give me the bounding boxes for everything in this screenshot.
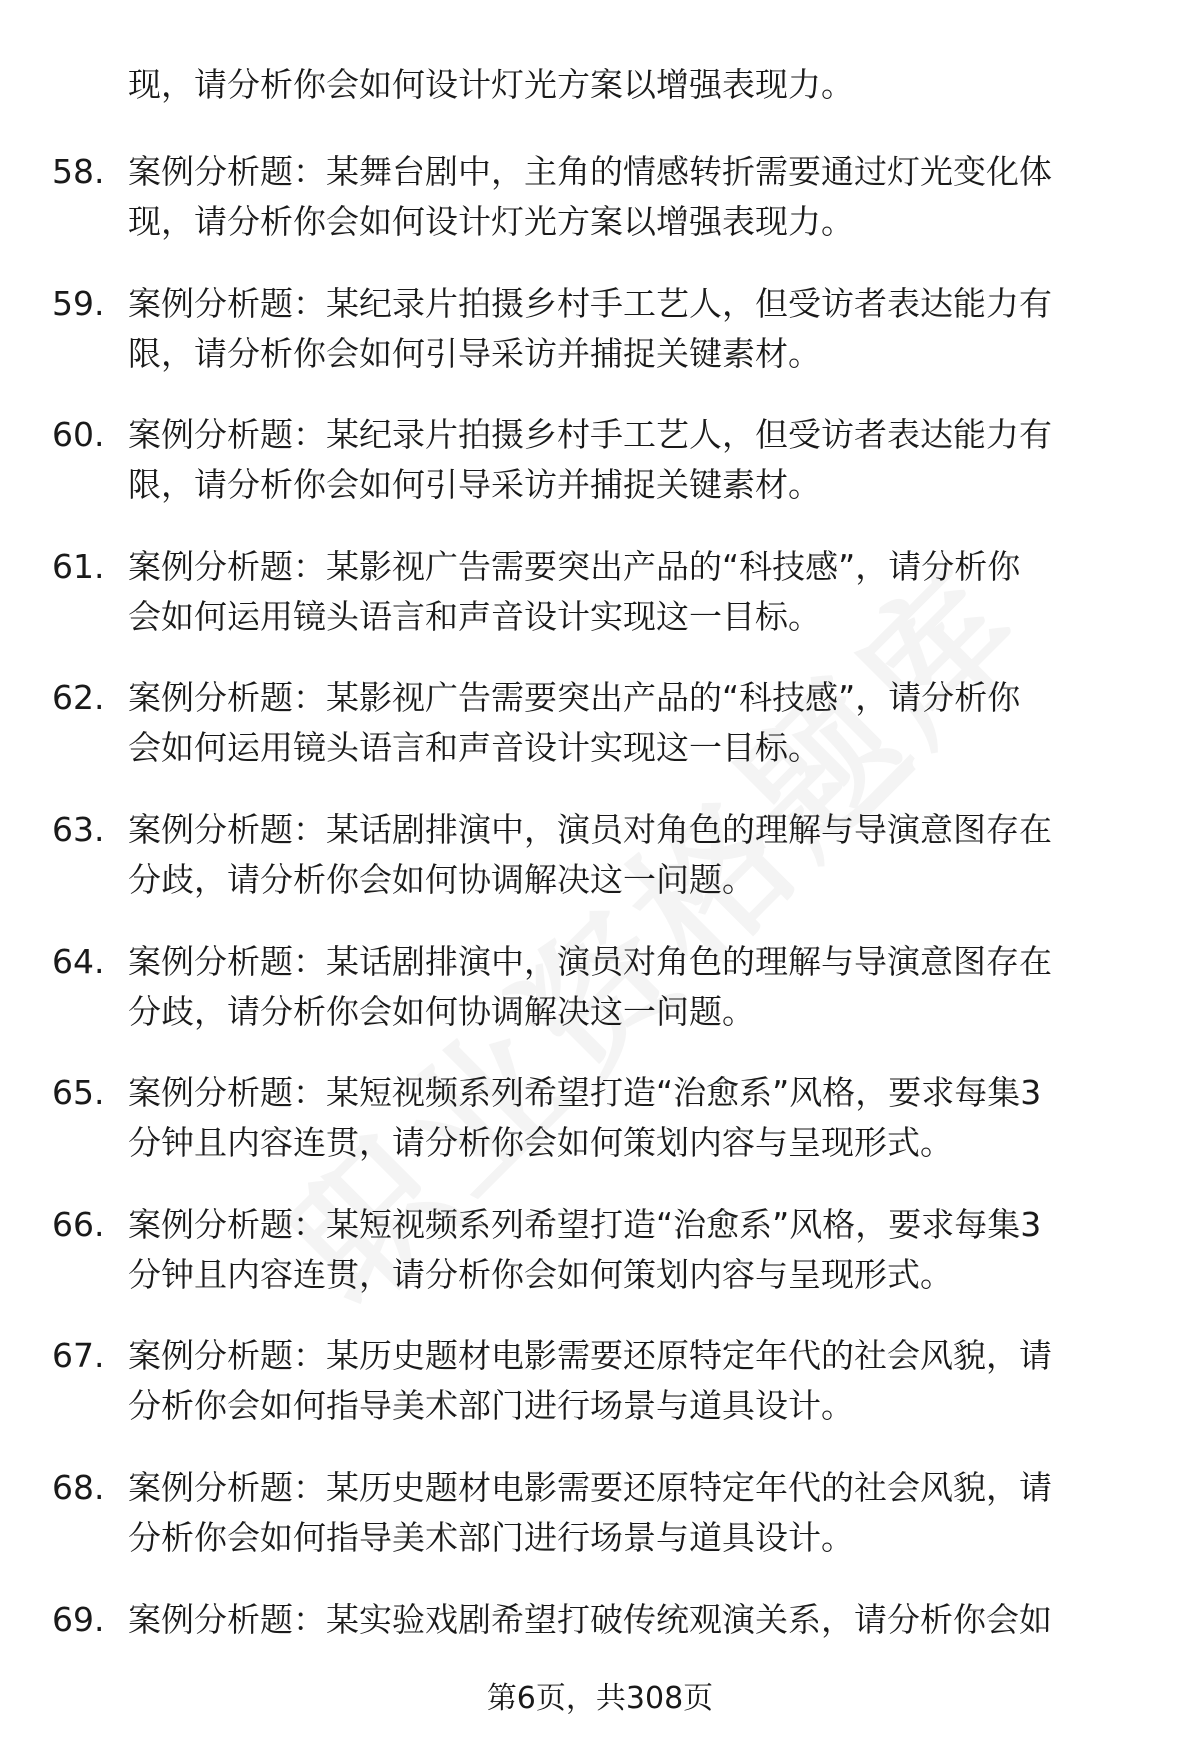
question-text-line: 案例分析题：某影视广告需要突出产品的“科技感”，请分析你 xyxy=(128,546,1021,586)
question-item xyxy=(0,542,1200,674)
question-number: 69. xyxy=(52,1599,105,1639)
question-text-line: 会如何运用镜头语言和声音设计实现这一目标。 xyxy=(128,596,821,636)
question-text-line: 案例分析题：某影视广告需要突出产品的“科技感”，请分析你 xyxy=(128,678,1021,718)
question-text-line: 限，请分析你会如何引导采访并捕捉关键素材。 xyxy=(128,333,821,373)
question-text-line: 案例分析题：某舞台剧中，主角的情感转折需要通过灯光变化体 xyxy=(128,152,1052,191)
question-item xyxy=(0,279,1200,411)
question-text-line: 案例分析题：某短视频系列希望打造“治愈系”风格，要求每集3 xyxy=(128,1204,1042,1244)
question-item xyxy=(0,1200,1200,1332)
question-number: 59. xyxy=(52,283,105,323)
question-number: 67. xyxy=(52,1336,105,1376)
question-text-line: 分析你会如何指导美术部门进行场景与道具设计。 xyxy=(128,1517,854,1557)
question-number: 64. xyxy=(52,941,105,981)
question-item xyxy=(0,1463,1200,1595)
question-text-line: 案例分析题：某纪录片拍摄乡村手工艺人，但受访者表达能力有 xyxy=(128,415,1052,455)
question-text-line: 现，请分析你会如何设计灯光方案以增强表现力。 xyxy=(128,202,854,241)
question-text-line: 会如何运用镜头语言和声音设计实现这一目标。 xyxy=(128,728,821,768)
question-text-line: 案例分析题：某话剧排演中，演员对角色的理解与导演意图存在 xyxy=(128,941,1052,981)
question-item xyxy=(0,937,1200,1069)
continuation-text: 现，请分析你会如何设计灯光方案以增强表现力。 xyxy=(128,65,854,104)
question-number: 66. xyxy=(52,1204,105,1244)
question-text-line: 案例分析题：某实验戏剧希望打破传统观演关系，请分析你会如 xyxy=(128,1599,1052,1639)
page-footer xyxy=(0,1677,1200,1721)
question-text-line: 案例分析题：某短视频系列希望打造“治愈系”风格，要求每集3 xyxy=(128,1073,1042,1113)
question-text-line: 分歧，请分析你会如何协调解决这一问题。 xyxy=(128,991,755,1031)
question-text-line: 分析你会如何指导美术部门进行场景与道具设计。 xyxy=(128,1386,854,1426)
question-number: 68. xyxy=(52,1467,105,1507)
question-text-line: 案例分析题：某纪录片拍摄乡村手工艺人，但受访者表达能力有 xyxy=(128,283,1052,323)
question-item xyxy=(0,805,1200,937)
question-item xyxy=(0,410,1200,542)
question-number: 63. xyxy=(52,809,105,849)
question-list xyxy=(0,147,1200,1726)
question-number: 62. xyxy=(52,678,105,718)
question-text-line: 案例分析题：某话剧排演中，演员对角色的理解与导演意图存在 xyxy=(128,809,1052,849)
question-number: 60. xyxy=(52,415,105,455)
question-text-line: 案例分析题：某历史题材电影需要还原特定年代的社会风貌，请 xyxy=(128,1336,1052,1376)
question-text-line: 分钟且内容连贯，请分析你会如何策划内容与呈现形式。 xyxy=(128,1123,953,1163)
question-number: 58. xyxy=(52,152,105,191)
page-number-label: 第6页，共308页 xyxy=(486,1681,714,1716)
question-text-line: 限，请分析你会如何引导采访并捕捉关键素材。 xyxy=(128,465,821,505)
question-number: 61. xyxy=(52,546,105,586)
question-item xyxy=(0,673,1200,805)
question-item xyxy=(0,1331,1200,1463)
question-text-line: 分歧，请分析你会如何协调解决这一问题。 xyxy=(128,859,755,899)
question-number: 65. xyxy=(52,1073,105,1113)
question-text-line: 分钟且内容连贯，请分析你会如何策划内容与呈现形式。 xyxy=(128,1254,953,1294)
question-item xyxy=(0,147,1200,279)
question-item xyxy=(0,1068,1200,1200)
question-text-line: 案例分析题：某历史题材电影需要还原特定年代的社会风貌，请 xyxy=(128,1467,1052,1507)
